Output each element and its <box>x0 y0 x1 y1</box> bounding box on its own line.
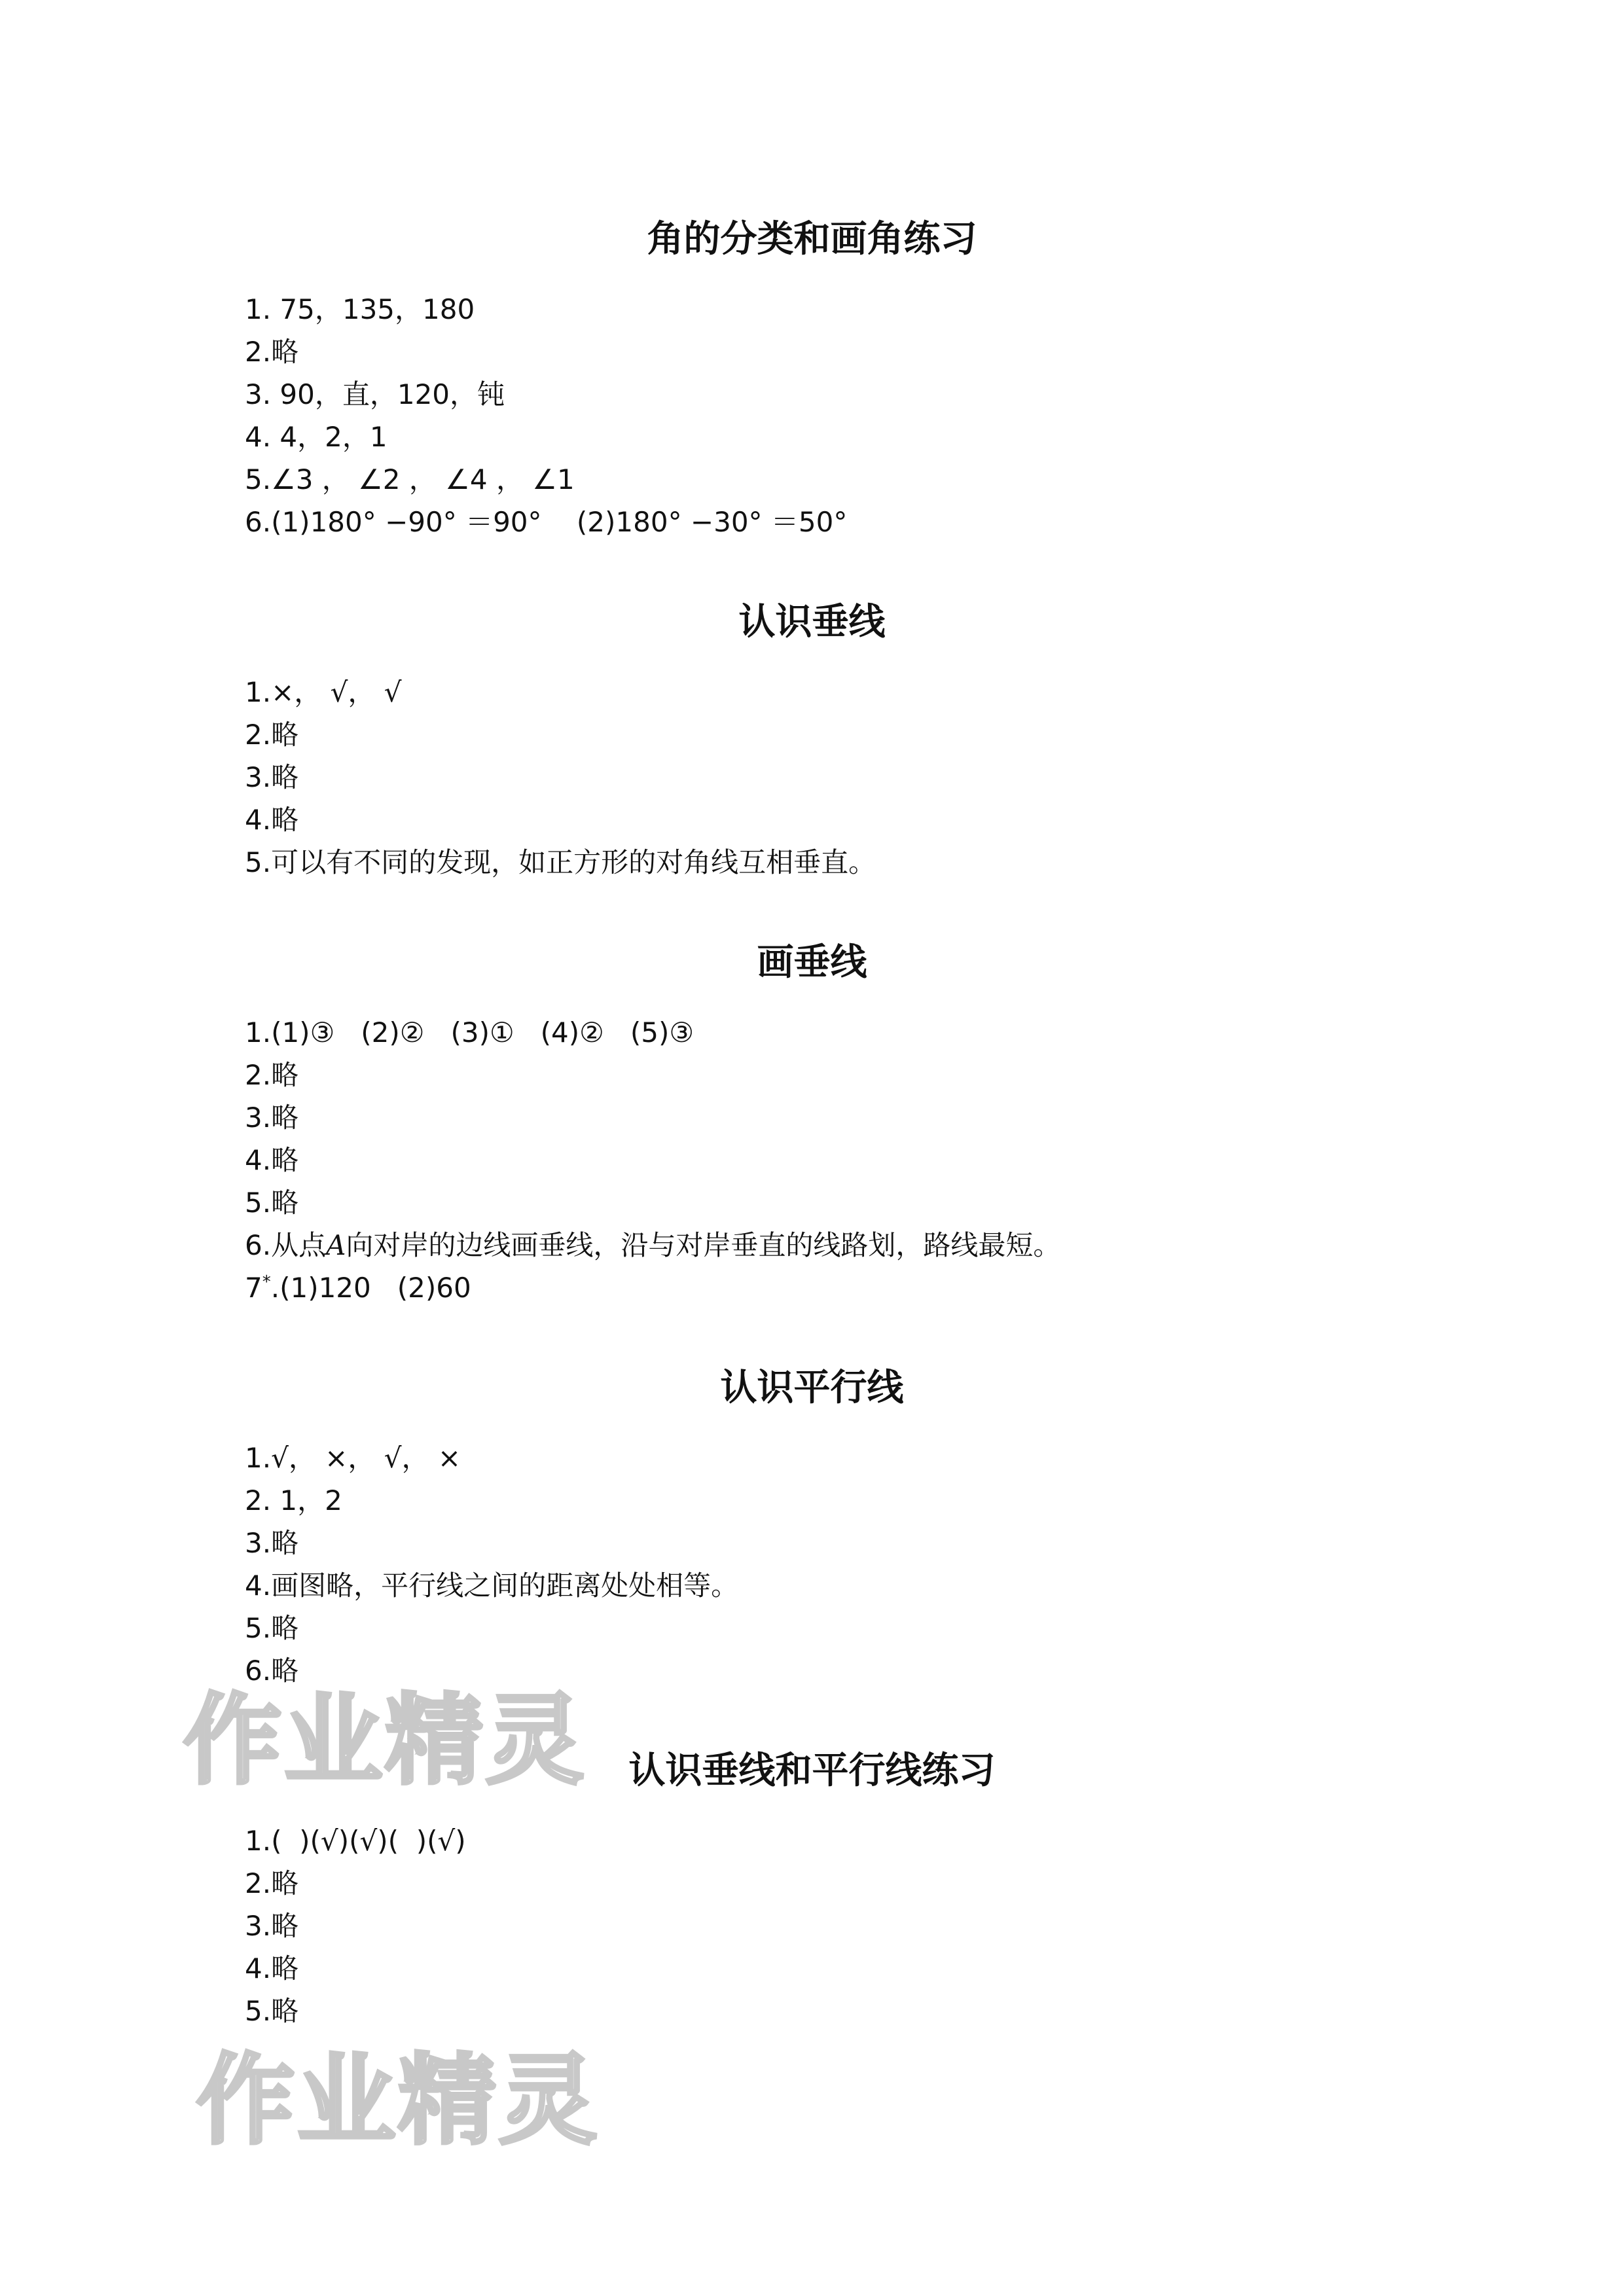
answer-list <box>245 288 847 543</box>
answer-list <box>245 671 876 884</box>
answer-line: 4.略 <box>245 1952 299 1984</box>
answer-line: 3.略 <box>245 1527 299 1559</box>
watermark: 作业精灵 <box>196 2044 600 2158</box>
answer-line: 6.略 <box>245 1655 299 1687</box>
answer-text: 7 <box>245 1272 262 1304</box>
section-title: 认识垂线 <box>738 600 886 643</box>
answer-line: 2. 1，2 <box>245 1484 342 1516</box>
answer-line: 3.略 <box>245 1102 299 1134</box>
answer-line: 2.略 <box>245 1059 299 1091</box>
answer-line <box>245 1266 1060 1309</box>
answer-line: 3.略 <box>245 1910 299 1942</box>
answer-line: 2.略 <box>245 336 299 368</box>
answer-line <box>245 1224 1060 1266</box>
answer-line: 5.略 <box>245 1187 299 1219</box>
answer-line: 1. 75，135，180 <box>245 293 475 325</box>
answer-line: 4.略 <box>245 804 299 836</box>
answer-list <box>245 1820 466 2032</box>
answer-line: 2.略 <box>245 719 299 751</box>
star-mark: * <box>262 1272 271 1292</box>
answer-line: 1.(1)③ (2)② (3)① (4)② (5)③ <box>245 1016 695 1049</box>
answer-line: 4. 4，2，1 <box>245 421 388 453</box>
section-title: 认识垂线和平行线练习 <box>628 1749 996 1792</box>
section-title: 认识平行线 <box>720 1366 904 1409</box>
answer-line: 4.画图略，平行线之间的距离处处相等。 <box>245 1570 739 1602</box>
answer-line: 4.略 <box>245 1144 299 1176</box>
answer-list <box>245 1437 738 1692</box>
answer-text: .(1)120 (2)60 <box>270 1272 471 1304</box>
answer-line: 2.略 <box>245 1867 299 1899</box>
answer-line: 5.∠3 ， ∠2 ， ∠4 ， ∠1 <box>245 463 575 495</box>
answer-line: 1.( )(√)(√)( )(√) <box>245 1825 466 1857</box>
answer-line: 1.√， ×， √， × <box>245 1442 461 1474</box>
answer-line: 1.×， √， √ <box>245 676 402 708</box>
watermark: 作业精灵 <box>183 1684 587 1798</box>
point-label: A <box>326 1229 346 1261</box>
section-title: 角的分类和画角练习 <box>647 217 977 260</box>
answer-line: 3.略 <box>245 761 299 793</box>
answer-line: 6.(1)180° −90° ＝90° (2)180° −30° ＝50° <box>245 506 848 538</box>
answer-text: 6.从点 <box>245 1229 327 1261</box>
answer-line: 5.略 <box>245 1612 299 1644</box>
answer-text: 向对岸的边线画垂线，沿与对岸垂直的线路划，路线最短。 <box>346 1229 1061 1261</box>
answer-line: 3. 90，直，120，钝 <box>245 378 505 410</box>
answer-list <box>245 1011 1060 1309</box>
answer-line: 5.略 <box>245 1995 299 2027</box>
answer-line: 5.可以有不同的发现，如正方形的对角线互相垂直。 <box>245 846 876 878</box>
section-title: 画垂线 <box>757 941 867 984</box>
